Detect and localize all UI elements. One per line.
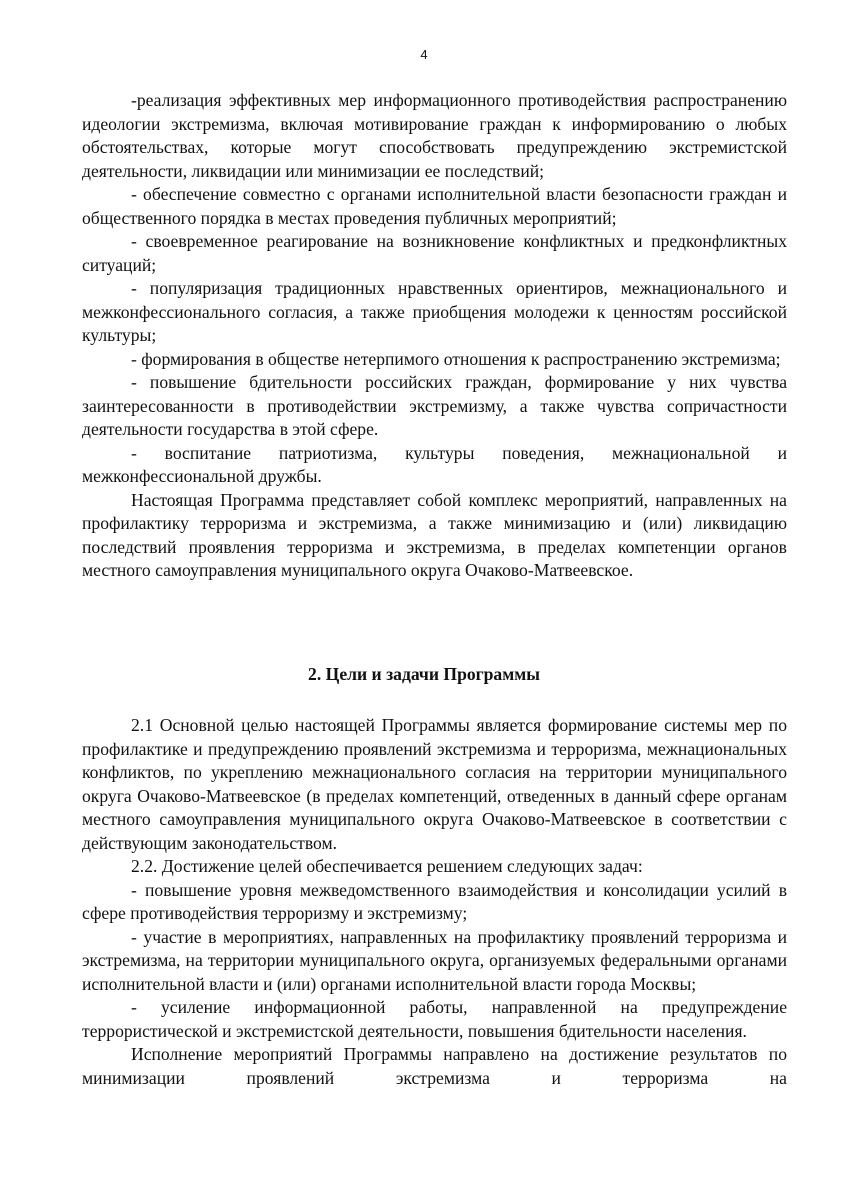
paragraph: - участие в мероприятиях, направленных на профилактику проявлений терроризма и экстремизма, на территории муниципального округа, организуемых федеральными органами исполнительной власти и (или) органами исполнительной власти города Москвы;: [82, 926, 787, 994]
paragraph: - повышение уровня межведомственного взаимодействия и консолидации усилий в сфере противодействия терроризму и экстремизму;: [82, 879, 787, 923]
section-2-heading: 2. Цели и задачи Программы: [308, 664, 540, 684]
section-2-body: [82, 714, 787, 1090]
paragraph: -реализация эффективных мер информационного противодействия распространению идеологии экстремизма, включая мотивирование граждан к информированию о любых обстоятельствах, которые могут способствовать предупреждению экстремистской деятельности, ликвидации или минимизации ее последствий;: [82, 90, 787, 181]
paragraph: 2.2. Достижение целей обеспечивается решением следующих задач:: [131, 856, 643, 876]
paragraph: - обеспечение совместно с органами исполнительной власти безопасности граждан и общественного порядка в местах проведения публичных мероприятий;: [82, 184, 787, 228]
paragraph: - повышение бдительности российских граждан, формирование у них чувства заинтересованности в противодействии экстремизму, а также чувства сопричастности деятельности государства в этой сфере.: [82, 372, 787, 439]
section-1-body: [82, 89, 787, 583]
page-number: 4: [420, 47, 428, 62]
paragraph: - популяризация традиционных нравственных ориентиров, межнационального и межконфессионального согласия, а также приобщения молодежи к ценностям российской культуры;: [82, 278, 787, 345]
paragraph: Исполнение мероприятий Программы направлено на достижение результатов по минимизации проявлений экстремизма и терроризма на: [82, 1044, 787, 1088]
paragraph: - воспитание патриотизма, культуры поведения, межнациональной и межконфессиональной дружбы.: [82, 442, 787, 486]
paragraph: - усиление информационной работы, направленной на предупреждение террористической и экстремистской деятельности, повышения бдительности населения.: [82, 997, 787, 1041]
paragraph: Настоящая Программа представляет собой комплекс мероприятий, направленных на профилактику терроризма и экстремизма, а также минимизацию и (или) ликвидацию последствий проявления терроризма и экстремизма, в пределах компетенции органов местного самоуправления муниципального округа Очаково-Матвеевское.: [82, 489, 787, 580]
paragraph: - формирования в обществе нетерпимого отношения к распространению экстремизма;: [131, 348, 781, 369]
paragraph: - своевременное реагирование на возникновение конфликтных и предконфликтных ситуаций;: [82, 231, 787, 275]
paragraph: 2.1 Основной целью настоящей Программы является формирование системы мер по профилактике и предупреждению проявлений экстремизма и терроризма, межнациональных конфликтов, по укреплению межнационального согласия на территории муниципального округа Очаково-Матвеевское (в пределах компетенций, отведенных в данный сфере органам местного самоуправления муниципального округа Очаково-Матвеевское в соответствии с действующим законодательством.: [82, 715, 787, 853]
